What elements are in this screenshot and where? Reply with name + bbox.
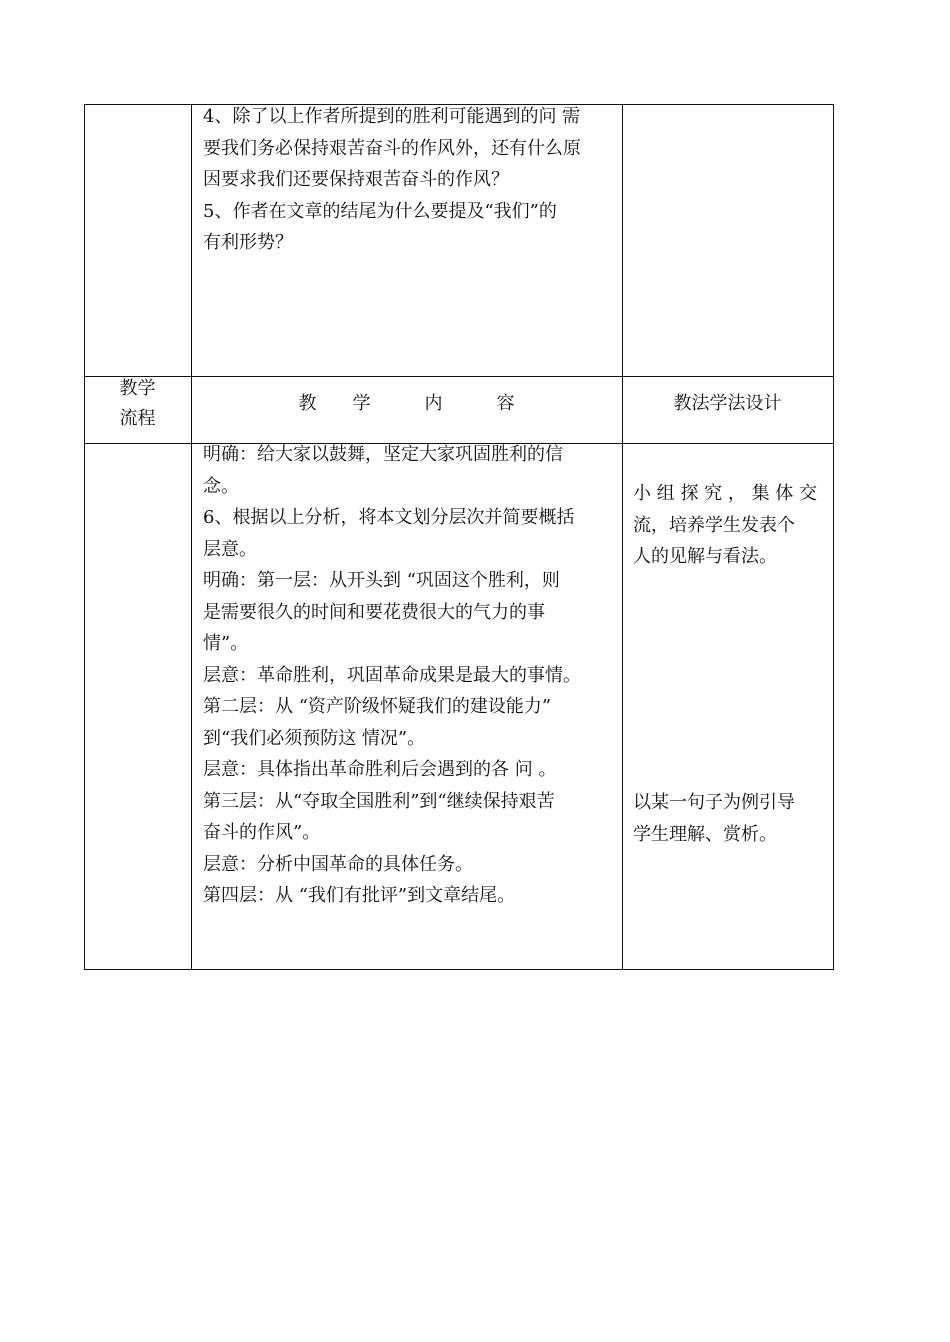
- table-border-right: [833, 104, 834, 970]
- content-line: 层意。: [203, 538, 257, 560]
- table-border-left: [84, 104, 85, 970]
- header-teaching-process: [84, 374, 191, 434]
- content-line: 明确：给大家以鼓舞，坚定大家巩固胜利的信: [203, 444, 563, 465]
- method-note-line: 学生理解、赏析。: [633, 823, 777, 845]
- content-line: 层意：分析中国革命的具体任务。: [203, 853, 473, 875]
- content-line: 念。: [203, 475, 239, 497]
- content-line: 情”。: [203, 633, 249, 654]
- method-note-sentence-example: [633, 787, 825, 850]
- content-line: 第三层：从“夺取全国胜利”到“继续保持艰苦: [203, 790, 555, 812]
- content-line: 奋斗的作风”。: [203, 822, 321, 843]
- content-line: 到“我们必须预防这 情况”。: [203, 727, 426, 749]
- method-note-group-work: [633, 478, 825, 573]
- content-line: 层意：革命胜利，巩固革命成果是最大的事情。: [203, 664, 581, 686]
- method-note-line: 流，培养学生发表个: [633, 514, 795, 536]
- bottom-content-cell: [203, 439, 613, 912]
- method-note-line: 人的见解与看法。: [633, 546, 777, 567]
- content-line: 第二层：从 “资产阶级怀疑我们的建设能力”: [203, 696, 552, 717]
- content-line: 5、作者在文章的结尾为什么要提及“我们”的: [203, 200, 557, 222]
- content-line: 6、根据以上分析，将本文划分层次并简要概括: [203, 507, 575, 528]
- content-line: 第四层：从 “我们有批评”到文章结尾。: [203, 885, 516, 906]
- table-row-divider-1: [84, 376, 834, 377]
- content-line: 因要求我们还要保持艰苦奋斗的作风？: [203, 169, 509, 190]
- content-line: 明确：第一层：从开头到 “巩固这个胜利，则: [203, 570, 560, 591]
- content-line: 是需要很久的时间和要花费很大的气力的事: [203, 601, 545, 623]
- header-teaching-process-line1: 教学: [119, 378, 156, 399]
- lesson-plan-table: [84, 104, 834, 970]
- content-line: 层意：具体指出革命胜利后会遇到的各 问 。: [203, 759, 557, 780]
- content-line: 有利形势？: [203, 232, 293, 253]
- table-divider-2: [622, 104, 623, 970]
- header-teaching-content: 教 学 内 容: [298, 393, 515, 414]
- method-note-line: 以某一句子为例引导: [633, 792, 795, 813]
- table-divider-1: [191, 104, 192, 970]
- top-content-cell: [203, 101, 613, 259]
- content-line: 4、除了以上作者所提到的胜利可能遇到的问 需: [203, 106, 581, 127]
- header-teaching-process-line2: 流程: [119, 408, 156, 429]
- header-method-design: 教法学法设计: [673, 393, 782, 414]
- table-border-bottom: [84, 969, 834, 970]
- content-line: 要我们务必保持艰苦奋斗的作风外，还有什么原: [203, 137, 581, 159]
- method-note-line: 小 组 探 究 ， 集 体 交: [633, 483, 818, 504]
